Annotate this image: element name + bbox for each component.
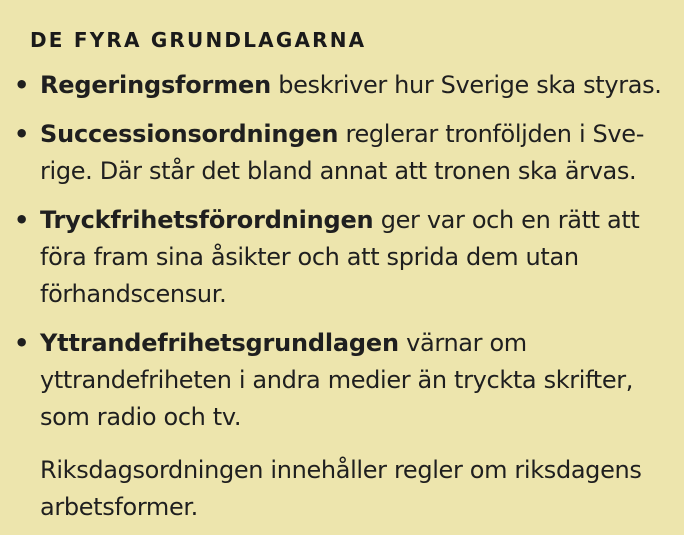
fundamental-laws-list	[14, 67, 670, 436]
box-heading: DE FYRA GRUNDLAGARNA	[30, 28, 367, 52]
list-item-regeringsformen	[14, 67, 670, 104]
bullet-marker: •	[14, 71, 29, 99]
bullet-marker: •	[14, 329, 29, 357]
list-item-yttrandefrihetsgrundlagen	[14, 325, 670, 436]
list-item-successionsordningen	[14, 116, 670, 190]
law-name: Regeringsformen	[40, 71, 271, 99]
law-name: Yttrandefrihetsgrundlagen	[40, 329, 399, 357]
bullet-marker: •	[14, 120, 29, 148]
law-description: beskriver hur Sverige ska styras.	[270, 71, 662, 99]
law-description: ger var och en rätt att föra fram sina åsikter och att sprida dem utan förhandscensur.	[40, 206, 640, 308]
law-name: Tryckfrihetsförordningen	[40, 206, 374, 234]
law-name: Successionsordningen	[40, 120, 339, 148]
riksdagsordningen-note: Riksdagsordningen innehåller regler om riksdagens arbetsformer.	[40, 456, 642, 521]
law-description: reglerar tronföljden i Sve-rige. Där står det bland annat att tronen ska ärvas.	[40, 120, 645, 185]
law-description: värnar om yttrandefriheten i andra medier än tryckta skrifter, som radio och tv.	[40, 329, 634, 431]
list-item-tryckfrihetsforordningen	[14, 202, 670, 313]
bullet-marker: •	[14, 206, 29, 234]
